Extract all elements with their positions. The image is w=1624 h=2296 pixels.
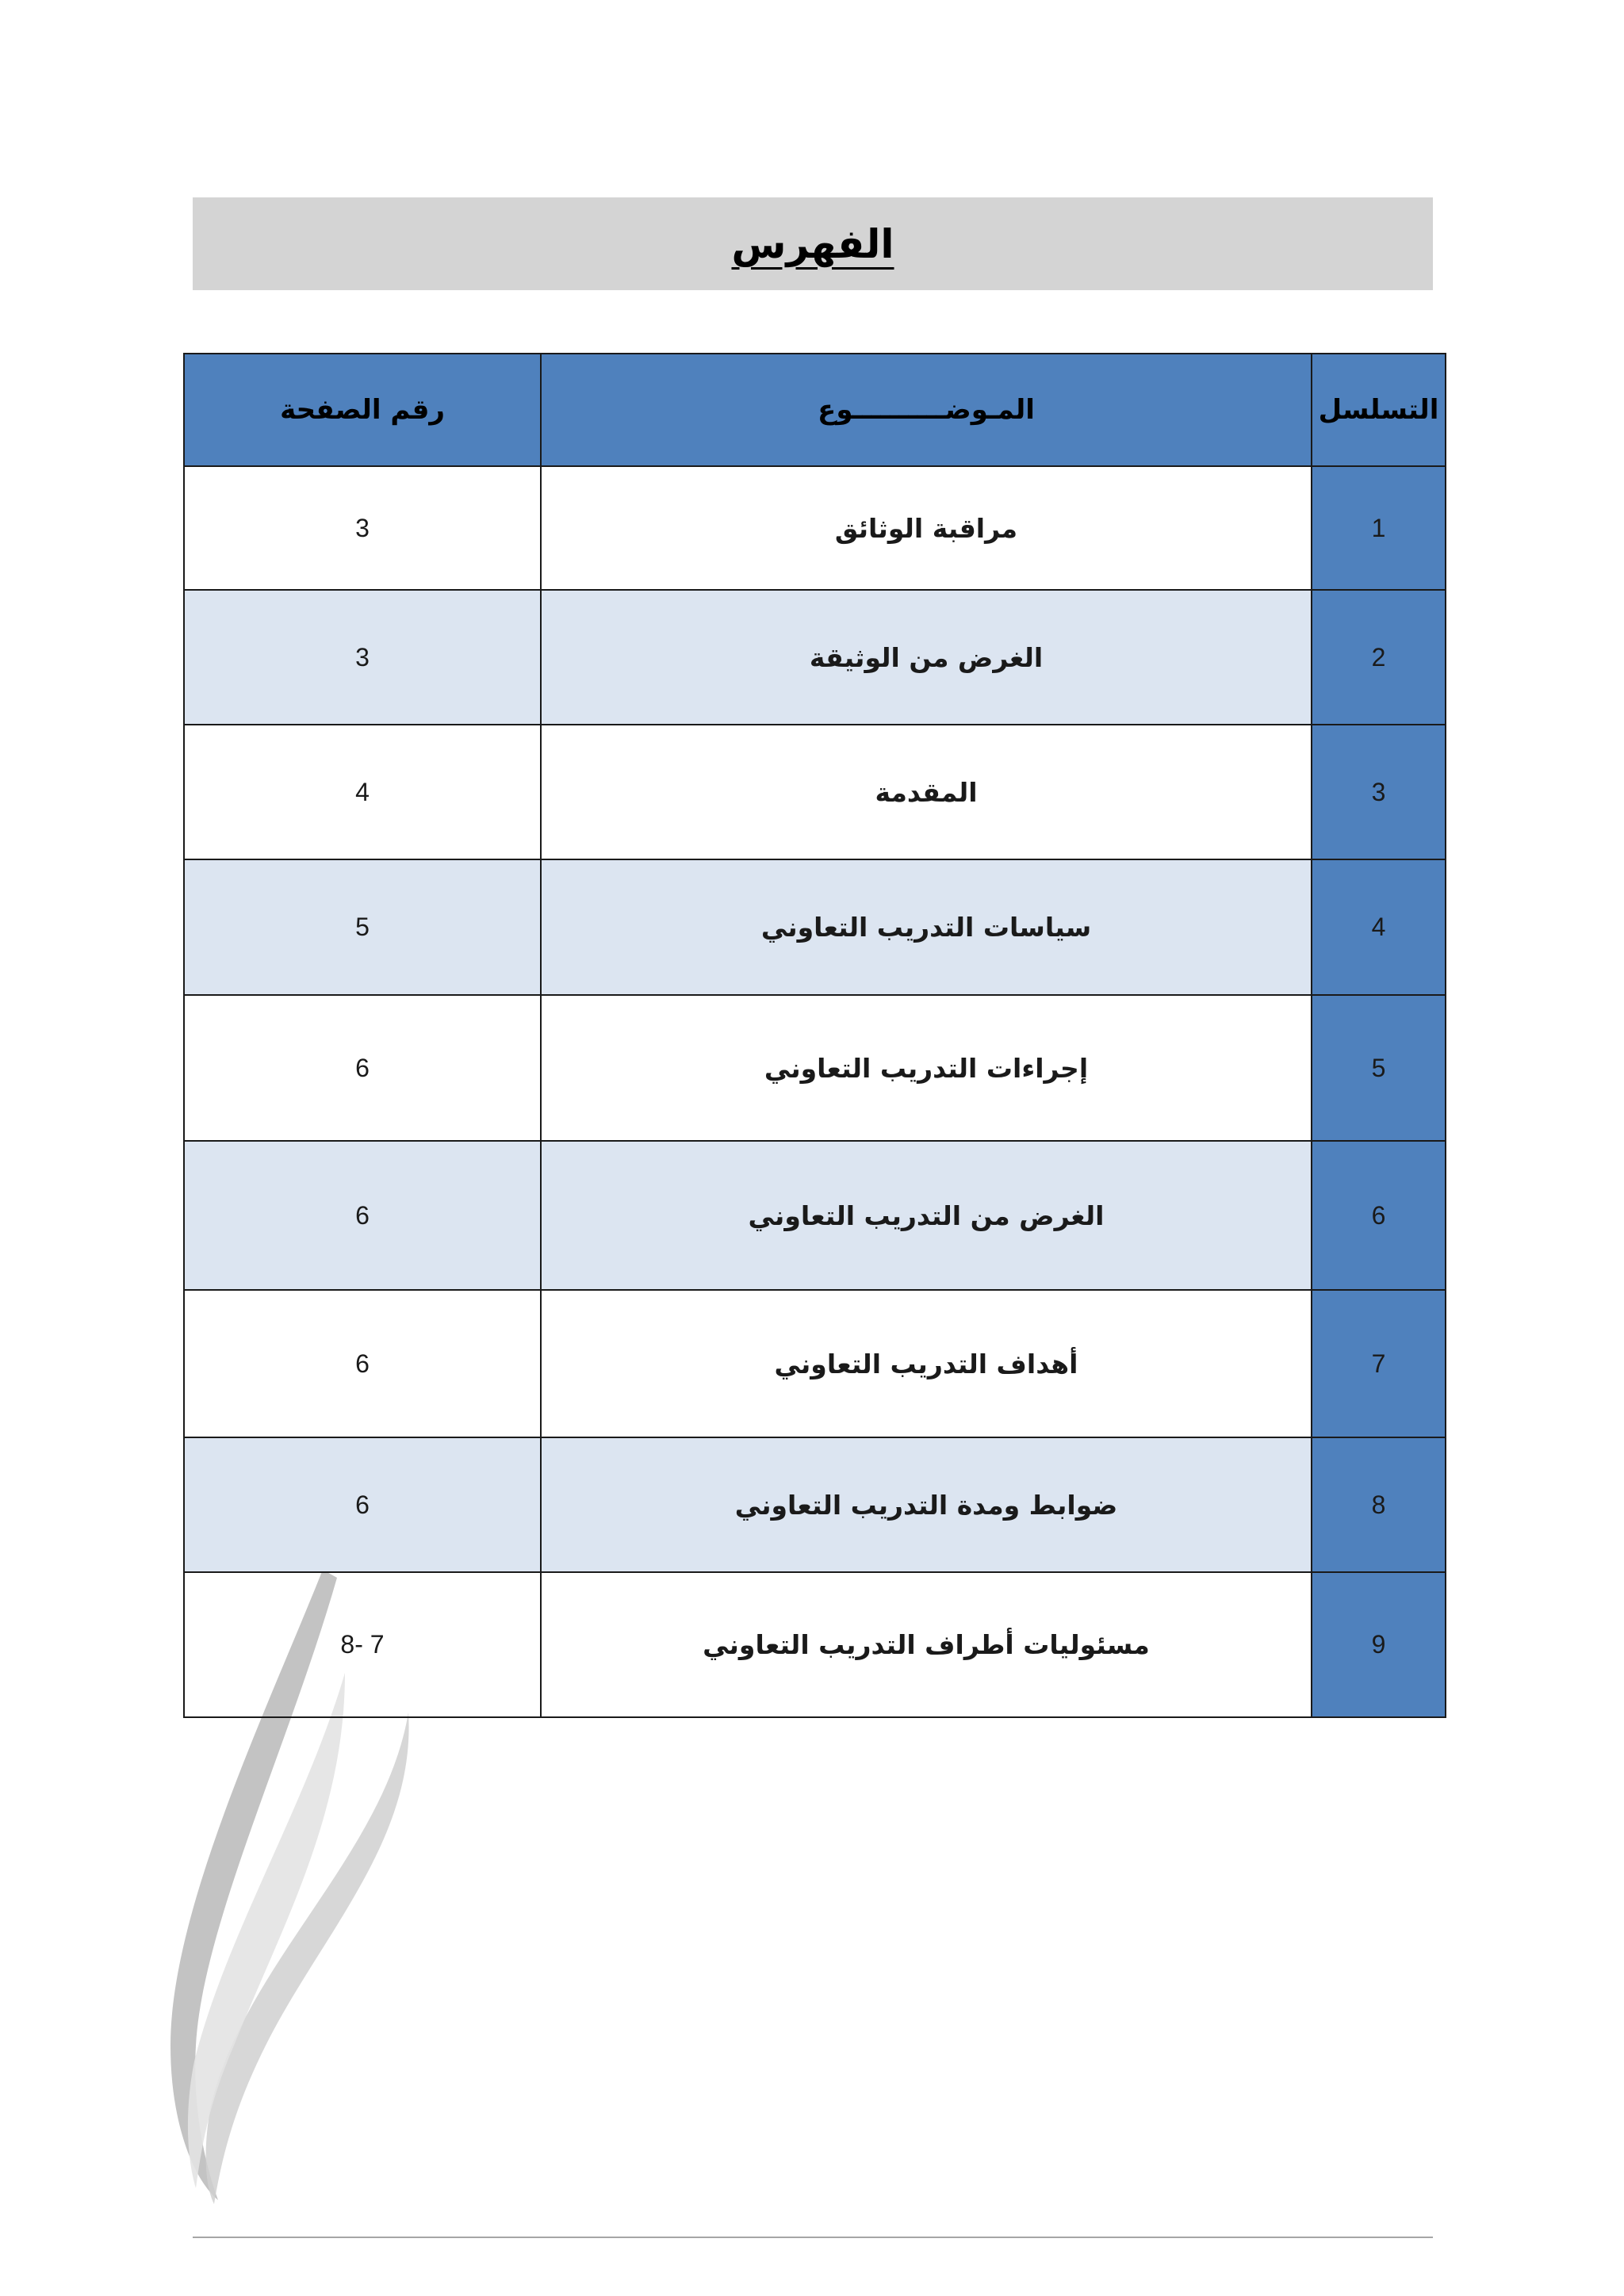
row-sequence: 7 [1312,1290,1446,1437]
row-sequence: 5 [1312,995,1446,1141]
row-page: 3 [184,466,541,590]
row-topic: مراقبة الوثائق [541,466,1312,590]
table-header-row [184,354,1446,466]
row-sequence: 2 [1312,590,1446,725]
header-sequence: التسلسل [1312,354,1446,466]
row-topic: سياسات التدريب التعاوني [541,859,1312,995]
row-sequence: 4 [1312,859,1446,995]
table-row [184,1141,1446,1290]
row-sequence: 1 [1312,466,1446,590]
row-page: 6 [184,1437,541,1572]
table-row [184,725,1446,859]
header-page: رقم الصفحة [184,354,541,466]
table-row [184,995,1446,1141]
row-topic: الغرض من الوثيقة [541,590,1312,725]
row-page: 4 [184,725,541,859]
row-page: 6 [184,995,541,1141]
row-sequence: 6 [1312,1141,1446,1290]
table-row [184,590,1446,725]
row-topic: مسئوليات أطراف التدريب التعاوني [541,1572,1312,1717]
index-table [183,353,1446,1718]
row-topic: ضوابط ومدة التدريب التعاوني [541,1437,1312,1572]
footer-divider [193,2237,1433,2238]
row-topic: إجراءات التدريب التعاوني [541,995,1312,1141]
table-row [184,466,1446,590]
row-sequence: 9 [1312,1572,1446,1717]
row-page: 7 -8 [184,1572,541,1717]
row-page: 3 [184,590,541,725]
row-topic: المقدمة [541,725,1312,859]
row-page: 5 [184,859,541,995]
table-row [184,1437,1446,1572]
header-topic: المـوضــــــــــوع [541,354,1312,466]
row-page: 6 [184,1141,541,1290]
row-page: 6 [184,1290,541,1437]
row-topic: أهداف التدريب التعاوني [541,1290,1312,1437]
title-bar [193,197,1433,290]
row-sequence: 8 [1312,1437,1446,1572]
row-sequence: 3 [1312,725,1446,859]
page-title: الفهرس [731,220,894,267]
table-row [184,1572,1446,1717]
row-topic: الغرض من التدريب التعاوني [541,1141,1312,1290]
table-row [184,859,1446,995]
table-row [184,1290,1446,1437]
